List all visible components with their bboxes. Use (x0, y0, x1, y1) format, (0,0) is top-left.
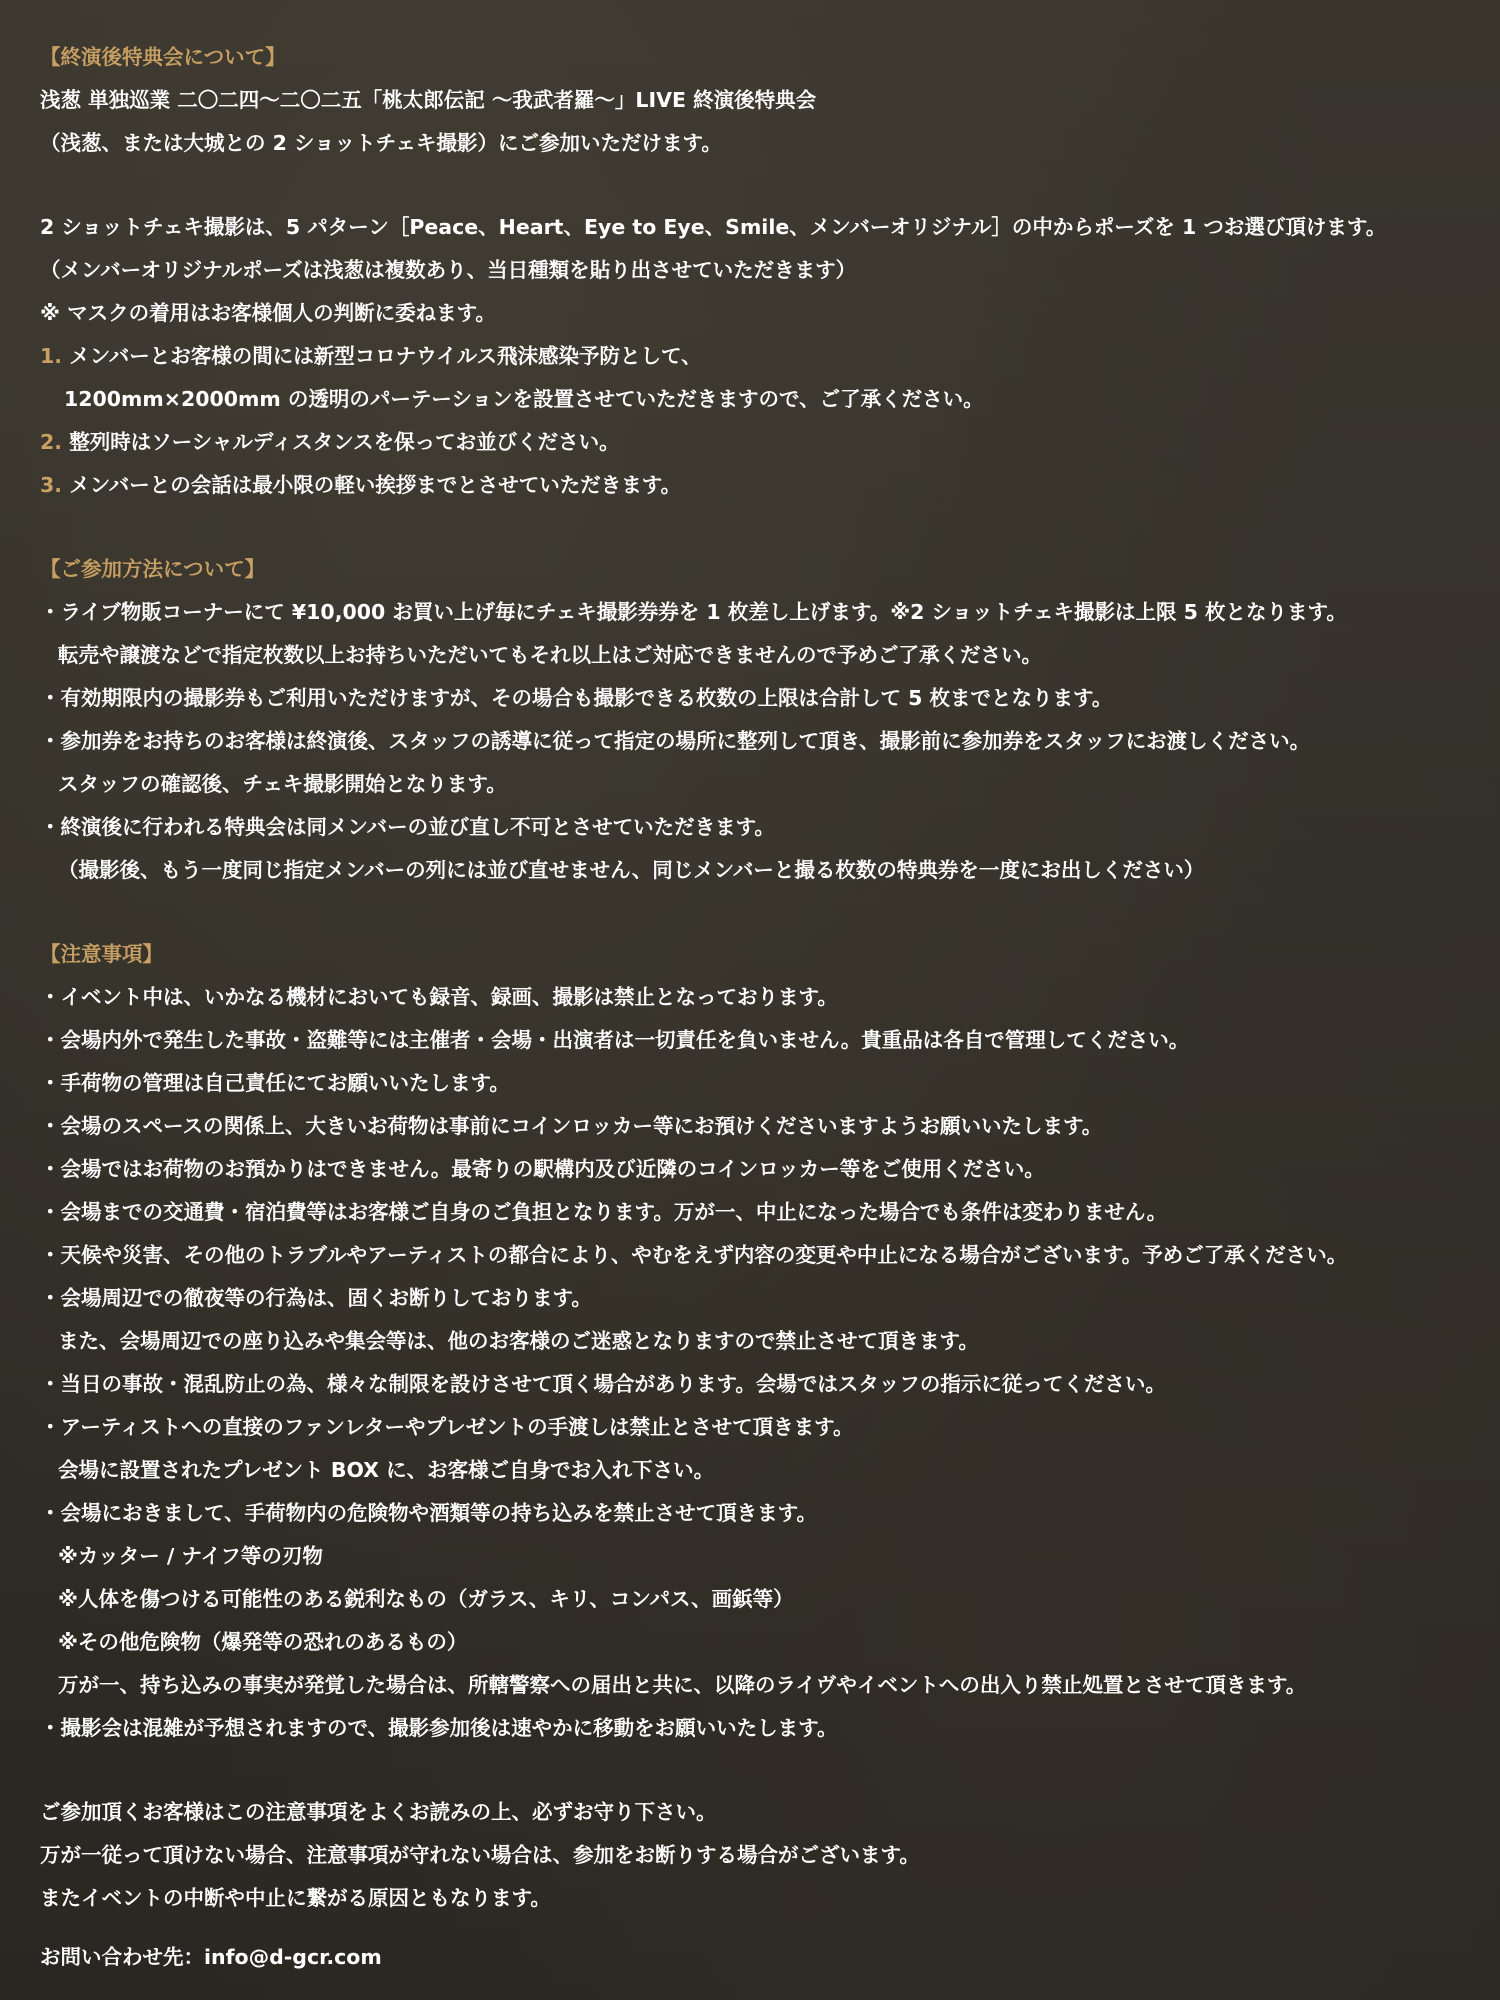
section-heading-participation: 【ご参加方法について】 (40, 557, 266, 581)
caution-line: 万が一、持ち込みの事実が発覚した場合は、所轄警察への届出と共に、以降のライヴやイベントへの出入り禁止処置とさせて頂きます。 (58, 1673, 1307, 1697)
caution-line: ・天候や災害、その他のトラブルやアーティストの都合により、やむをえず内容の変更や中止になる場合がございます。予めご了承ください。 (40, 1243, 1348, 1267)
caution-line: ・会場ではお荷物のお預かりはできません。最寄りの駅構内及び近隣のコインロッカー等をご使用ください。 (40, 1157, 1045, 1181)
event-participation-line: （浅葱、または大城との 2 ショットチェキ撮影）にご参加いただけます。 (40, 131, 722, 155)
rule-item-1-cont (40, 378, 1500, 421)
section-heading-cautions: 【注意事項】 (40, 942, 163, 966)
caution-line: ・会場周辺での徹夜等の行為は、固くお断りしております。 (40, 1286, 592, 1310)
rule-number: 3. (40, 473, 63, 497)
caution-line: ・当日の事故・混乱防止の為、様々な制限を設けさせて頂く場合があります。会場ではスタッフの指示に従ってください。 (40, 1372, 1166, 1396)
participation-line: ・ライブ物販コーナーにて ¥10,000 お買い上げ毎にチェキ撮影券券を 1 枚差し上げます。※2 ショットチェキ撮影は上限 5 枚となります。 (40, 600, 1347, 624)
original-pose-note: （メンバーオリジナルポーズは浅葱は複数あり、当日種類を貼り出させていただきます） (40, 258, 857, 282)
caution-line: ・手荷物の管理は自己責任にてお願いいたします。 (40, 1071, 510, 1095)
closing-line: 万が一従って頂けない場合、注意事項が守れない場合は、参加をお断りする場合がございます。 (40, 1843, 920, 1867)
rule-number: 1. (40, 344, 63, 368)
caution-line: ・会場のスペースの関係上、大きいお荷物は事前にコインロッカー等にお預けくださいますようお願いいたします。 (40, 1114, 1103, 1138)
caution-line: ※カッター / ナイフ等の刃物 (58, 1544, 323, 1568)
mask-note: ※ マスクの着用はお客様個人の判断に委ねます。 (40, 301, 496, 325)
caution-line: 会場に設置されたプレゼント BOX に、お客様ご自身でお入れ下さい。 (58, 1458, 715, 1482)
rule-text: 整列時はソーシャルディスタンスを保ってお並びください。 (69, 430, 620, 454)
rule-number: 2. (40, 430, 63, 454)
participation-line: スタッフの確認後、チェキ撮影開始となります。 (58, 772, 507, 796)
caution-line: ・イベント中は、いかなる機材においても録音、録画、撮影は禁止となっております。 (40, 985, 838, 1009)
rule-item-3 (40, 464, 1500, 507)
section-heading-event: 【終演後特典会について】 (40, 45, 286, 69)
caution-line: また、会場周辺での座り込みや集会等は、他のお客様のご迷惑となりますので禁止させて頂きます。 (58, 1329, 979, 1353)
participation-line: 転売や譲渡などで指定枚数以上お持ちいただいてもそれ以上はご対応できませんので予めご了承ください。 (58, 643, 1042, 667)
participation-line: ・有効期限内の撮影券もご利用いただけますが、その場合も撮影できる枚数の上限は合計して 5 枚までとなります。 (40, 686, 1113, 710)
event-title-line: 浅葱 単独巡業 二〇二四〜二〇二五「桃太郎伝記 〜我武者羅〜」LIVE 終演後特典会 (40, 88, 817, 112)
participation-line: ・参加券をお持ちのお客様は終演後、スタッフの誘導に従って指定の場所に整列して頂き、撮影前に参加券をスタッフにお渡しください。 (40, 729, 1311, 753)
participation-line: （撮影後、もう一度同じ指定メンバーの列には並び直せません、同じメンバーと撮る枚数の特典券を一度にお出しください） (58, 858, 1205, 882)
caution-line: ・撮影会は混雑が予想されますので、撮影参加後は速やかに移動をお願いいたします。 (40, 1716, 838, 1740)
pose-options-line: 2 ショットチェキ撮影は、5 パターン［Peace、Heart、Eye to Eye、Smile、メンバーオリジナル］の中からポーズを 1 つお選び頂けます。 (40, 215, 1387, 239)
rule-text: メンバーとお客様の間には新型コロナウイルス飛沫感染予防として、 (69, 344, 702, 368)
participation-line: ・終演後に行われる特典会は同メンバーの並び直し不可とさせていただきます。 (40, 815, 775, 839)
closing-line: またイベントの中断や中止に繋がる原因ともなります。 (40, 1886, 551, 1910)
rule-text: メンバーとの会話は最小限の軽い挨拶までとさせていただきます。 (69, 473, 682, 497)
caution-line: ・会場におきまして、手荷物内の危険物や酒類等の持ち込みを禁止させて頂きます。 (40, 1501, 817, 1525)
caution-line: ※その他危険物（爆発等の恐れのあるもの） (58, 1630, 468, 1654)
rule-item-2 (40, 421, 1500, 464)
caution-line: ・会場までの交通費・宿泊費等はお客様ご自身のご負担となります。万が一、中止になった場合でも条件は変わりません。 (40, 1200, 1168, 1224)
closing-line: ご参加頂くお客様はこの注意事項をよくお読みの上、必ずお守り下さい。 (40, 1800, 717, 1824)
caution-line: ※人体を傷つける可能性のある鋭利なもの（ガラス、キリ、コンパス、画鋲等） (58, 1587, 794, 1611)
rule-text: 1200mm×2000mm の透明のパーテーションを設置させていただきますので、ご了承ください。 (64, 387, 984, 411)
rule-item-1 (40, 335, 1500, 378)
contact-info: お問い合わせ先：info@d-gcr.com (40, 1945, 382, 1969)
caution-line: ・アーティストへの直接のファンレターやプレゼントの手渡しは禁止とさせて頂きます。 (40, 1415, 854, 1439)
caution-line: ・会場内外で発生した事故・盗難等には主催者・会場・出演者は一切責任を負いません。貴重品は各自で管理してください。 (40, 1028, 1190, 1052)
